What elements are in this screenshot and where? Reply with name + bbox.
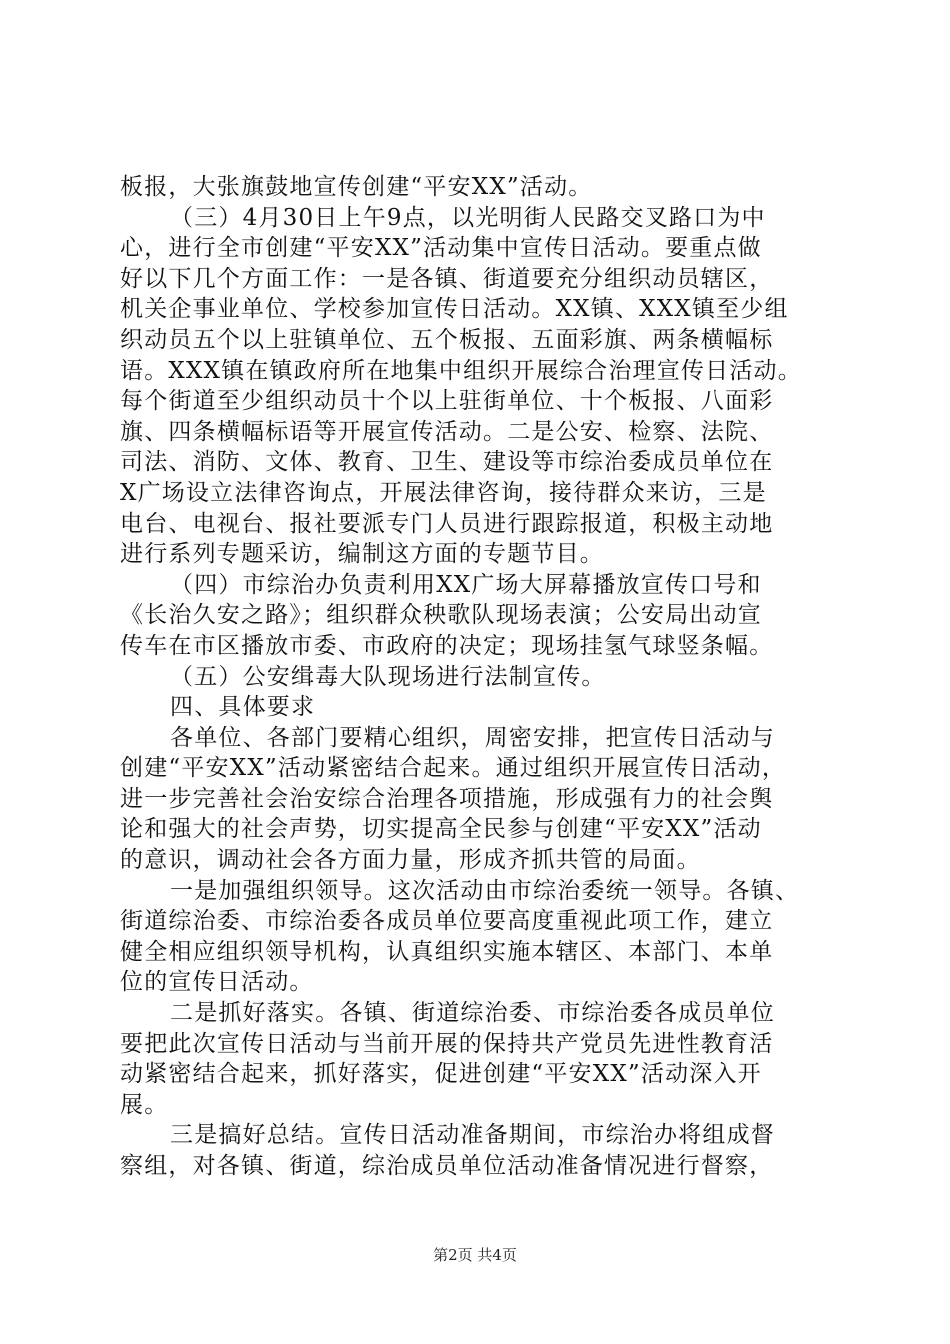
- text-line: 每个街道至少组织动员十个以上驻街单位、十个板报、八面彩: [120, 388, 774, 415]
- text-line: 机关企事业单位、学校参加宣传日活动。XX镇、XXX镇至少组: [120, 296, 789, 323]
- text-line: 要把此次宣传日活动与当前开展的保持共产党员先进性教育活: [120, 1030, 774, 1057]
- text-line: X广场设立法律咨询点，开展法律咨询，接待群众来访，三是: [120, 479, 767, 506]
- text-line: 动紧密结合起来，抓好落实，促进创建“平安XX”活动深入开: [120, 1061, 762, 1088]
- page-footer: 第2页 共4页: [433, 1246, 517, 1264]
- text-line: 好以下几个方面工作：一是各镇、街道要充分组织动员辖区，: [120, 265, 774, 292]
- text-line: 进行系列专题采访，编制这方面的专题节目。: [120, 541, 604, 568]
- text-line: 织动员五个以上驻镇单位、五个板报、五面彩旗、两条横幅标: [120, 326, 774, 353]
- text-line: 展。: [120, 1091, 169, 1118]
- text-line: 传车在市区播放市委、市政府的决定；现场挂氢气球竖条幅。: [120, 632, 774, 659]
- text-line: （四）市综治办负责利用XX广场大屏幕播放宣传口号和: [170, 571, 762, 598]
- text-line: 语。XXX镇在镇政府所在地集中组织开展综合治理宣传日活动。: [120, 357, 802, 384]
- text-line: （三）4月30日上午9点，以光明街人民路交叉路口为中: [170, 204, 766, 231]
- text-line: 板报，大张旗鼓地宣传创建“平安XX”活动。: [120, 174, 593, 200]
- text-line: 位的宣传日活动。: [120, 969, 314, 996]
- text-line: 电台、电视台、报社要派专门人员进行跟踪报道，积极主动地: [120, 510, 774, 537]
- text-line: 论和强大的社会声势，切实提高全民参与创建“平安XX”活动: [120, 816, 762, 843]
- text-line: 一是加强组织领导。这次活动由市综治委统一领导。各镇、: [170, 877, 800, 904]
- text-line: 街道综治委、市综治委各成员单位要高度重视此项工作，建立: [120, 908, 774, 935]
- text-line: 二是抓好落实。各镇、街道综治委、市综治委各成员单位: [170, 1000, 775, 1027]
- text-line: 各单位、各部门要精心组织，周密安排，把宣传日活动与: [170, 724, 775, 751]
- text-line: （五）公安缉毒大队现场进行法制宣传。: [170, 663, 606, 690]
- text-line: 四、具体要求: [170, 694, 316, 721]
- text-line: 《长治久安之路》；组织群众秧歌队现场表演；公安局出动宣: [120, 602, 762, 629]
- text-line: 健全相应组织领导机构，认真组织实施本辖区、本部门、本单: [120, 938, 774, 965]
- text-line: 司法、消防、文体、教育、卫生、建设等市综治委成员单位在: [120, 449, 774, 476]
- text-line: 旗、四条横幅标语等开展宣传活动。二是公安、检察、法院、: [120, 418, 774, 445]
- text-line: 创建“平安XX”活动紧密结合起来。通过组织开展宣传日活动，: [120, 755, 787, 782]
- text-line: 进一步完善社会治安综合治理各项措施，形成强有力的社会舆: [120, 785, 774, 812]
- text-line: 心，进行全市创建“平安XX”活动集中宣传日活动。要重点做: [120, 235, 762, 262]
- text-line: 三是搞好总结。宣传日活动准备期间，市综治办将组成督: [170, 1122, 775, 1149]
- text-line: 的意识，调动社会各方面力量，形成齐抓共管的局面。: [120, 847, 701, 874]
- text-line: 察组，对各镇、街道，综治成员单位活动准备情况进行督察，: [120, 1153, 774, 1179]
- document-body: [120, 172, 850, 1182]
